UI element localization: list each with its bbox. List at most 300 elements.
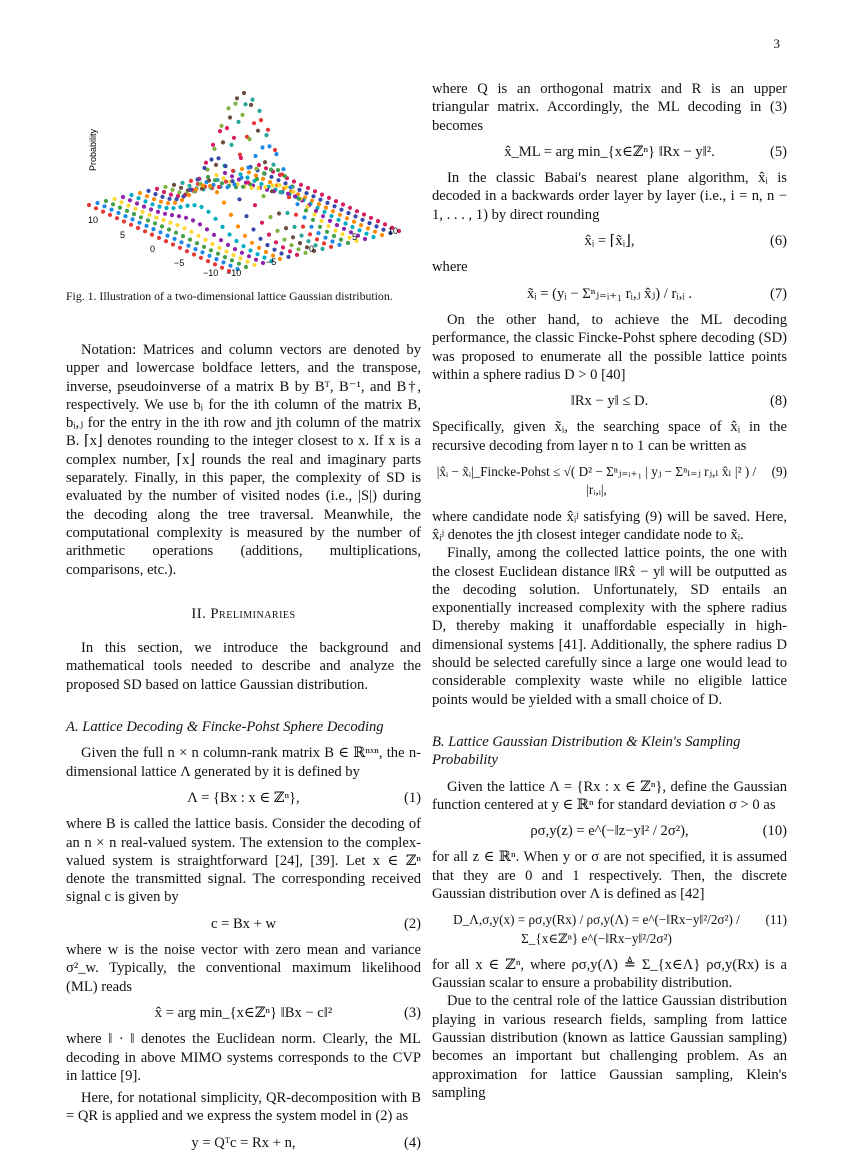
lattice-point bbox=[254, 258, 258, 262]
lattice-point bbox=[163, 185, 167, 189]
lattice-point bbox=[366, 226, 370, 230]
lattice-point bbox=[136, 226, 140, 230]
lattice-point bbox=[229, 143, 233, 147]
lattice-point bbox=[209, 248, 213, 252]
lattice-point bbox=[263, 185, 267, 189]
equation-number: (9) bbox=[771, 464, 787, 480]
lattice-point bbox=[186, 244, 190, 248]
lattice-point bbox=[331, 209, 335, 213]
lattice-point bbox=[178, 246, 182, 250]
lattice-point bbox=[181, 234, 185, 238]
lattice-point bbox=[291, 235, 295, 239]
lattice-point bbox=[147, 213, 151, 217]
lattice-point bbox=[165, 234, 169, 238]
lattice-point bbox=[306, 239, 310, 243]
lattice-point bbox=[246, 165, 250, 169]
lattice-point bbox=[255, 177, 259, 181]
lattice-point bbox=[94, 206, 98, 210]
lattice-point bbox=[193, 247, 197, 251]
lattice-point bbox=[172, 237, 176, 241]
lattice-point bbox=[187, 184, 191, 188]
lattice-point bbox=[252, 263, 256, 267]
lattice-point bbox=[332, 204, 336, 208]
lattice-point bbox=[364, 232, 368, 236]
equation-10 bbox=[432, 822, 787, 840]
lattice-point bbox=[248, 248, 252, 252]
lattice-point bbox=[223, 171, 227, 175]
lattice-point bbox=[291, 190, 295, 194]
lattice-point bbox=[156, 210, 160, 214]
lattice-point bbox=[171, 242, 175, 246]
lattice-point bbox=[257, 246, 261, 250]
lattice-point bbox=[299, 183, 303, 187]
lattice-point bbox=[195, 177, 199, 181]
lattice-point bbox=[295, 202, 299, 206]
lattice-point bbox=[353, 214, 357, 218]
lattice-point bbox=[340, 232, 344, 236]
lattice-point bbox=[214, 163, 218, 167]
lattice-point bbox=[208, 184, 212, 188]
lattice-point bbox=[139, 215, 143, 219]
lattice-point bbox=[109, 208, 113, 212]
lattice-point bbox=[212, 233, 216, 237]
lattice-point bbox=[215, 178, 219, 182]
lattice-point bbox=[102, 204, 106, 208]
lattice-point bbox=[329, 245, 333, 249]
equation-number: (8) bbox=[769, 393, 787, 410]
lattice-point bbox=[339, 238, 343, 242]
lattice-point bbox=[206, 210, 210, 214]
lattice-point bbox=[167, 197, 171, 201]
lattice-point bbox=[126, 204, 130, 208]
lattice-point bbox=[230, 258, 234, 262]
lattice-point bbox=[302, 215, 306, 219]
lattice-point bbox=[355, 209, 359, 213]
lattice-point bbox=[247, 254, 251, 258]
lattice-point bbox=[122, 219, 126, 223]
equation-body: x̂_ML = arg min_{x∈ℤⁿ} ‖Rx − y‖². bbox=[504, 143, 715, 160]
lattice-point bbox=[252, 121, 256, 125]
lattice-point bbox=[118, 206, 122, 210]
lattice-point bbox=[283, 181, 287, 185]
lattice-point bbox=[216, 156, 220, 160]
lattice-point bbox=[244, 214, 248, 218]
lattice-point bbox=[188, 188, 192, 192]
lattice-point bbox=[187, 193, 191, 197]
lattice-point bbox=[311, 218, 315, 222]
lattice-point bbox=[317, 202, 321, 206]
equation-number: (2) bbox=[403, 915, 421, 932]
equation-body: Λ = {Bx : x ∈ ℤⁿ}, bbox=[187, 789, 300, 806]
lattice-point bbox=[275, 229, 279, 233]
lattice-point bbox=[237, 262, 241, 266]
page-number: 3 bbox=[773, 36, 780, 51]
lattice-point bbox=[220, 266, 224, 270]
lattice-point bbox=[311, 194, 315, 198]
lattice-point bbox=[205, 227, 209, 231]
lattice-point bbox=[226, 106, 230, 110]
lattice-point bbox=[339, 208, 343, 212]
lattice-point bbox=[111, 202, 115, 206]
lattice-point bbox=[320, 193, 324, 197]
tick-label: 10 bbox=[88, 215, 99, 225]
lattice-dots bbox=[87, 91, 401, 273]
lattice-point bbox=[177, 214, 181, 218]
lattice-point bbox=[206, 259, 210, 263]
section-number: II. bbox=[191, 605, 207, 622]
equation-number: (5) bbox=[769, 143, 787, 160]
lattice-point bbox=[313, 189, 317, 193]
lattice-point bbox=[324, 206, 328, 210]
lattice-point bbox=[173, 201, 177, 205]
lattice-point bbox=[312, 212, 316, 216]
lattice-point bbox=[297, 197, 301, 201]
lattice-point bbox=[347, 236, 351, 240]
equation-body: x̂ = arg min_{x∈ℤⁿ} ‖Bx − c‖² bbox=[154, 1004, 333, 1021]
lattice-point bbox=[257, 163, 261, 167]
lattice-point bbox=[119, 200, 123, 204]
lattice-point bbox=[277, 183, 281, 187]
lattice-point bbox=[195, 241, 199, 245]
lattice-point bbox=[301, 225, 305, 229]
lattice-point bbox=[262, 171, 266, 175]
lattice-point bbox=[268, 180, 272, 184]
lattice-point bbox=[279, 251, 283, 255]
lattice-point bbox=[267, 233, 271, 237]
lattice-point bbox=[181, 194, 185, 198]
lattice-point bbox=[376, 219, 380, 223]
equation-5 bbox=[432, 143, 787, 161]
lattice-point bbox=[253, 203, 257, 207]
lattice-point bbox=[222, 201, 226, 205]
lattice-point bbox=[192, 203, 196, 207]
lattice-point bbox=[367, 221, 371, 225]
paragraph: Due to the central role of the lattice Gaussian distribution playing in various research fields, sampling from lattice Gaussian distribution (known as lattice Gaussian sampling) becomes an important but challenging problem. As an approximation for lattice Gaussian sampling, Klein's sampling bbox=[432, 993, 787, 1101]
lattice-point bbox=[180, 181, 184, 185]
lattice-point bbox=[185, 204, 189, 208]
lattice-point bbox=[125, 209, 129, 213]
equation-body: D_Λ,σ,y(x) = ρσ,y(Rx) / ρσ,y(Λ) = e^(−‖Rx−y‖²/2σ²) / Σ_{x∈ℤⁿ} e^(−‖Rx−y‖²/2σ²) bbox=[453, 912, 740, 946]
equation-number: (3) bbox=[403, 1004, 421, 1021]
lattice-point bbox=[155, 187, 159, 191]
lattice-point bbox=[253, 154, 257, 158]
equation-3 bbox=[66, 1004, 421, 1022]
lattice-point bbox=[161, 218, 165, 222]
lattice-point bbox=[381, 228, 385, 232]
lattice-point bbox=[264, 133, 268, 137]
section-intro: In this section, we introduce the background and mathematical tools needed to describe and analyze the proposed SD based on lattice Gaussian distribution. bbox=[66, 640, 421, 693]
lattice-point bbox=[157, 236, 161, 240]
lattice-point bbox=[273, 148, 277, 152]
lattice-point bbox=[270, 189, 274, 193]
lattice-point bbox=[255, 252, 259, 256]
lattice-point bbox=[223, 164, 227, 168]
lattice-point bbox=[240, 167, 244, 171]
lattice-point bbox=[209, 157, 213, 161]
lattice-point bbox=[292, 179, 296, 183]
lattice-point bbox=[178, 205, 182, 209]
lattice-point bbox=[204, 161, 208, 165]
lattice-point bbox=[251, 227, 255, 231]
tick-label: −5 bbox=[266, 257, 277, 267]
lattice-point bbox=[164, 239, 168, 243]
lattice-point bbox=[116, 211, 120, 215]
lattice-point bbox=[236, 120, 240, 124]
lattice-point bbox=[343, 221, 347, 225]
lattice-point bbox=[189, 230, 193, 234]
lattice-point bbox=[359, 223, 363, 227]
paragraph: Specifically, given x̃ᵢ, the searching space of x̂ᵢ in the recursive decoding from layer n to 1 can be written as bbox=[432, 419, 787, 454]
lattice-point bbox=[202, 245, 206, 249]
lattice-point bbox=[219, 124, 223, 128]
lattice-point bbox=[196, 234, 200, 238]
lattice-point bbox=[177, 190, 181, 194]
section-heading bbox=[66, 605, 421, 623]
lattice-point bbox=[327, 196, 331, 200]
lattice-point bbox=[316, 231, 320, 235]
lattice-point bbox=[203, 238, 207, 242]
lattice-point bbox=[174, 231, 178, 235]
equation-9 bbox=[432, 463, 787, 500]
right-column bbox=[432, 80, 787, 1102]
lattice-point bbox=[269, 168, 273, 172]
lattice-point bbox=[229, 213, 233, 217]
lattice-point bbox=[243, 234, 247, 238]
lattice-point bbox=[315, 237, 319, 241]
lattice-point bbox=[264, 166, 268, 170]
lattice-point bbox=[221, 140, 225, 144]
lattice-point bbox=[265, 243, 269, 247]
lattice-point bbox=[207, 254, 211, 258]
lattice-point bbox=[213, 217, 217, 221]
lattice-point bbox=[285, 211, 289, 215]
lattice-point bbox=[128, 198, 132, 202]
lattice-point bbox=[326, 224, 330, 228]
lattice-point bbox=[224, 180, 228, 184]
lattice-point bbox=[241, 244, 245, 248]
equation-2 bbox=[66, 915, 421, 933]
equation-11 bbox=[432, 911, 787, 948]
lattice-point bbox=[112, 197, 116, 201]
lattice-point bbox=[220, 181, 224, 185]
equation-body: y = Qᵀc = Rx + n, bbox=[191, 1134, 296, 1151]
lattice-point bbox=[239, 156, 243, 160]
lattice-point bbox=[244, 265, 248, 269]
lattice-point bbox=[171, 206, 175, 210]
lattice-point bbox=[345, 216, 349, 220]
lattice-point bbox=[143, 229, 147, 233]
lattice-point bbox=[276, 168, 280, 172]
lattice-point bbox=[214, 173, 218, 177]
paragraph: Given the full n × n column-rank matrix B ∈ ℝⁿˣⁿ, the n-dimensional lattice Λ generated by it is defined by bbox=[66, 745, 421, 780]
lattice-point bbox=[363, 237, 367, 241]
lattice-point bbox=[325, 230, 329, 234]
lattice-point bbox=[146, 218, 150, 222]
lattice-point bbox=[200, 250, 204, 254]
lattice-point bbox=[249, 103, 253, 107]
tick-label: 5 bbox=[120, 230, 126, 240]
lattice-point bbox=[247, 170, 251, 174]
lattice-point bbox=[322, 241, 326, 245]
lattice-point bbox=[159, 200, 163, 204]
lattice-point bbox=[284, 226, 288, 230]
lattice-point bbox=[232, 136, 236, 140]
equation-number: (6) bbox=[769, 233, 787, 250]
lattice-point bbox=[249, 186, 253, 190]
lattice-point bbox=[247, 137, 251, 141]
lattice-point bbox=[213, 262, 217, 266]
paragraph: for all x ∈ ℤⁿ, where ρσ,y(Λ) ≜ Σ_{x∈Λ} ρσ,y(Rx) is a Gaussian scalar to ensure a probability distribution. bbox=[432, 956, 787, 992]
lattice-point bbox=[223, 255, 227, 259]
lattice-point bbox=[239, 176, 243, 180]
lattice-point bbox=[137, 221, 141, 225]
lattice-point bbox=[135, 201, 139, 205]
lattice-point bbox=[320, 247, 324, 251]
lattice-point bbox=[350, 225, 354, 229]
lattice-point bbox=[212, 147, 216, 151]
left-column bbox=[66, 80, 421, 1160]
lattice-point bbox=[259, 118, 263, 122]
lattice-point bbox=[153, 192, 157, 196]
lattice-point bbox=[264, 250, 268, 254]
lattice-point bbox=[238, 256, 242, 260]
lattice-point bbox=[132, 212, 136, 216]
lattice-point bbox=[309, 225, 313, 229]
lattice-point bbox=[337, 243, 341, 247]
lattice-point bbox=[276, 178, 280, 182]
lattice-point bbox=[240, 251, 244, 255]
lattice-point bbox=[180, 198, 184, 202]
lattice-point bbox=[266, 128, 270, 132]
notation-paragraph: Notation: Matrices and column vectors are denoted by upper and lowercase boldface letters, and the transpose, inverse, pseudoinverse of a matrix B by Bᵀ, B⁻¹, and B†, respectively. We use bᵢ for the ith column of the matrix B, bᵢ,ⱼ for the entry in the ith row and jth column of the matrix B. ⌈x⌋ denotes rounding to the integer closest to x. If x is a complex number, ⌈x⌋ rounds the real and imaginary parts separately. Finally, in this paper, the complexity of SD is evaluated by the number of visited nodes (i.e., |S|) during the decoding along the tree traversal. Meanwhile, the computational complexity is measured by the number of arithmetic operations (additions, multiplications, comparisons, etc.). bbox=[66, 342, 421, 578]
lattice-point bbox=[233, 247, 237, 251]
lattice-point bbox=[263, 160, 267, 164]
paragraph: where B is called the lattice basis. Consider the decoding of an n × n real-valued system. The extension to the complex-valued system is straightforward [24], [39]. Let x ∈ ℤⁿ denote the transmitted signal. The corresponding received signal c is given by bbox=[66, 816, 421, 906]
lattice-point bbox=[166, 201, 170, 205]
lattice-point bbox=[346, 211, 350, 215]
lattice-point bbox=[194, 187, 198, 191]
lattice-point bbox=[217, 246, 221, 250]
lattice-point bbox=[303, 251, 307, 255]
lattice-point bbox=[143, 199, 147, 203]
lattice-point bbox=[277, 211, 281, 215]
lattice-point bbox=[261, 261, 265, 265]
lattice-point bbox=[237, 197, 241, 201]
lattice-point bbox=[269, 175, 273, 179]
lattice-point bbox=[218, 129, 222, 133]
lattice-point bbox=[140, 210, 144, 214]
lattice-point bbox=[169, 193, 173, 197]
lattice-point bbox=[258, 237, 262, 241]
lattice-point bbox=[130, 217, 134, 221]
lattice-point bbox=[333, 228, 337, 232]
lattice-point bbox=[220, 225, 224, 229]
lattice-point bbox=[225, 185, 229, 189]
lattice-gaussian-plot bbox=[66, 80, 421, 285]
lattice-point bbox=[199, 256, 203, 260]
tick-label: −10 bbox=[226, 268, 242, 278]
lattice-point bbox=[274, 240, 278, 244]
lattice-point bbox=[335, 223, 339, 227]
equation-number: (11) bbox=[765, 912, 787, 928]
equation-8 bbox=[432, 392, 787, 410]
lattice-point bbox=[318, 198, 322, 202]
lattice-point bbox=[319, 219, 323, 223]
equation-6 bbox=[432, 232, 787, 250]
lattice-point bbox=[306, 186, 310, 190]
lattice-point bbox=[129, 223, 133, 227]
lattice-point bbox=[145, 194, 149, 198]
lattice-point bbox=[287, 195, 291, 199]
lattice-point bbox=[149, 207, 153, 211]
lattice-point bbox=[374, 224, 378, 228]
lattice-point bbox=[163, 212, 167, 216]
lattice-point bbox=[160, 195, 164, 199]
section-title: Preliminaries bbox=[210, 605, 296, 622]
lattice-point bbox=[272, 248, 276, 252]
lattice-point bbox=[216, 252, 220, 256]
tick-label: −5 bbox=[174, 258, 185, 268]
equation-number: (10) bbox=[762, 823, 787, 840]
lattice-point bbox=[380, 233, 384, 237]
lattice-point bbox=[154, 216, 158, 220]
lattice-point bbox=[221, 176, 225, 180]
lattice-point bbox=[101, 210, 105, 214]
lattice-point bbox=[346, 241, 350, 245]
lattice-point bbox=[198, 222, 202, 226]
lattice-point bbox=[179, 240, 183, 244]
lattice-point bbox=[330, 239, 334, 243]
paragraph: Here, for notational simplicity, QR-decomposition with B = QR is applied and we express the system model in (2) as bbox=[66, 1090, 421, 1125]
lattice-point bbox=[115, 216, 119, 220]
lattice-point bbox=[341, 202, 345, 206]
lattice-point bbox=[256, 129, 260, 133]
lattice-point bbox=[282, 238, 286, 242]
lattice-point bbox=[256, 186, 260, 190]
lattice-point bbox=[288, 249, 292, 253]
paragraph: where candidate node x̂ᵢʲ satisfying (9) will be saved. Here, x̂ᵢʲ denotes the jth closest integer candidate node to x̃ᵢ. bbox=[432, 508, 787, 543]
tick-label: 0 bbox=[150, 244, 156, 254]
lattice-point bbox=[219, 238, 223, 242]
lattice-point bbox=[146, 189, 150, 193]
lattice-point bbox=[172, 183, 176, 187]
equation-body: x̂ᵢ = ⌈x̃ᵢ⌋, bbox=[584, 233, 635, 250]
y-axis-label: Probability bbox=[88, 128, 98, 172]
figure-1 bbox=[66, 80, 421, 285]
lattice-point bbox=[305, 205, 309, 209]
lattice-point bbox=[254, 167, 258, 171]
lattice-point bbox=[144, 224, 148, 228]
lattice-point bbox=[228, 115, 232, 119]
lattice-point bbox=[332, 234, 336, 238]
lattice-point bbox=[373, 230, 377, 234]
lattice-point bbox=[170, 213, 174, 217]
lattice-point bbox=[104, 199, 108, 203]
lattice-point bbox=[150, 202, 154, 206]
lattice-point bbox=[201, 184, 205, 188]
lattice-point bbox=[267, 144, 271, 148]
paragraph: for all z ∈ ℝⁿ. When y or σ are not specified, it is assumed that they are 0 and 1 respectively. Then, the discrete Gaussian distribution over Λ is defined as [42] bbox=[432, 849, 787, 902]
figure-caption: Fig. 1. Illustration of a two-dimensional lattice Gaussian distribution. bbox=[66, 289, 393, 303]
lattice-point bbox=[274, 152, 278, 156]
lattice-point bbox=[304, 208, 308, 212]
lattice-point bbox=[336, 218, 340, 222]
paragraph: On the other hand, to achieve the ML decoding performance, the classic Fincke-Pohst sphere decoding (SD) was proposed to enumerate all the possible lattice points within a sphere radius D > 0 [40] bbox=[432, 311, 787, 383]
lattice-point bbox=[157, 205, 161, 209]
lattice-point bbox=[227, 232, 231, 236]
lattice-point bbox=[304, 191, 308, 195]
lattice-point bbox=[168, 221, 172, 225]
